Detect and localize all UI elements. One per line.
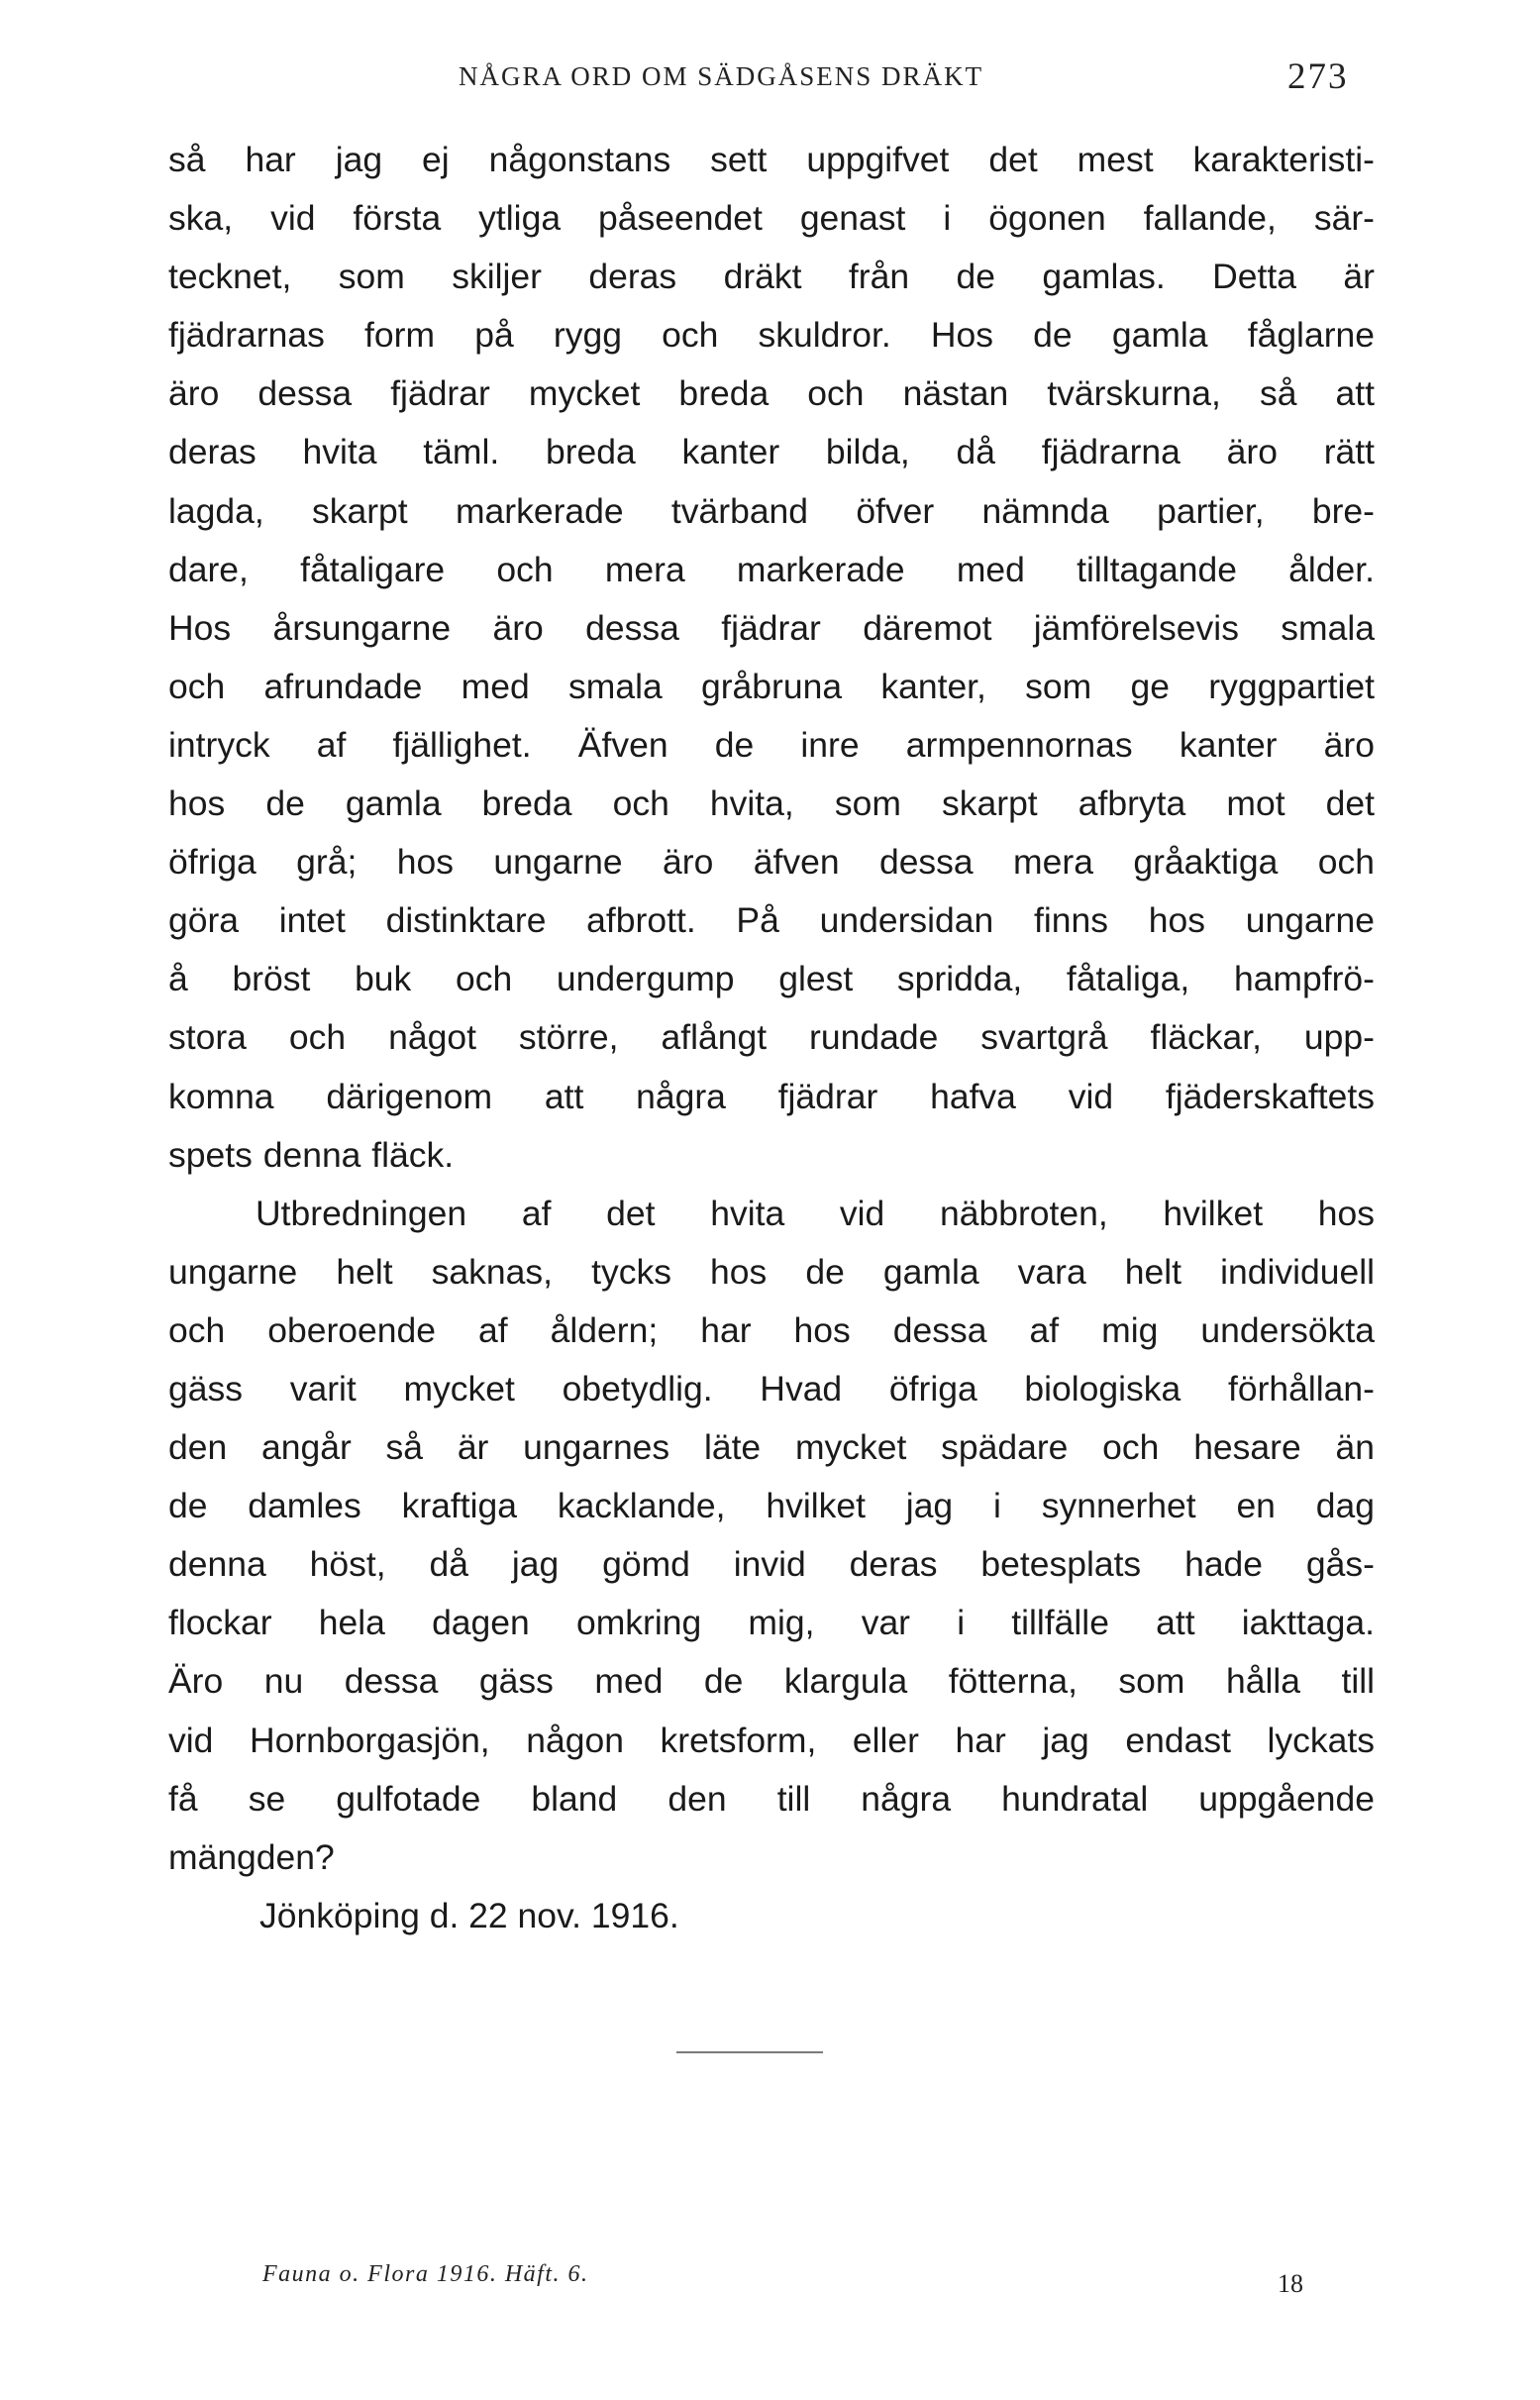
text-line: Utbredningen af det hvita vid näbbroten, hvilket hos	[256, 1193, 1375, 1233]
text-line: flockar hela dagen omkring mig, var i tillfälle att iakttaga.	[168, 1603, 1375, 1643]
running-header	[0, 55, 1540, 105]
text-line: stora och något större, aflångt rundade svartgrå fläckar, upp-	[168, 1017, 1375, 1058]
text-line: så har jag ej någonstans sett uppgifvet det mest karakteristi-	[168, 140, 1375, 179]
text-line: och afrundade med smala gråbruna kanter, som ge ryggpartiet	[168, 666, 1375, 706]
text-line: Äro nu dessa gäss med de klargula fötterna, som hålla till	[168, 1661, 1375, 1702]
text-line: komna därigenom att några fjädrar hafva vid fjäderskaftets	[168, 1076, 1375, 1116]
text-line: fjädrarnas form på rygg och skuldror. Hos de gamla fåglarne	[168, 315, 1375, 356]
text-line: vid Hornborgasjön, någon kretsform, eller har jag endast lyckats	[168, 1720, 1375, 1760]
page-number: 273	[1287, 56, 1349, 97]
text-line: intryck af fjällighet. Äfven de inre armpennornas kanter äro	[168, 724, 1375, 765]
body-text	[168, 131, 1375, 1945]
dateline-signature: Jönköping d. 22 nov. 1916.	[259, 1895, 679, 1935]
separator-rule	[676, 2051, 823, 2053]
sheet-number: 18	[1278, 2269, 1303, 2298]
text-line: och oberoende af åldern; har hos dessa af mig undersökta	[168, 1309, 1375, 1350]
text-line: ungarne helt saknas, tycks hos de gamla vara helt individuell	[168, 1251, 1375, 1292]
text-line: deras hvita täml. breda kanter bilda, då fjädrarna äro rätt	[168, 432, 1375, 472]
text-line: mängden?	[168, 1836, 335, 1877]
text-line: ska, vid första ytliga påseendet genast i ögonen fallande, sär-	[168, 198, 1375, 239]
text-line: spets denna fläck.	[168, 1134, 455, 1175]
text-line: de damles kraftiga kacklande, hvilket jag i synnerhet en dag	[168, 1486, 1375, 1526]
page-footer	[0, 2261, 1540, 2311]
text-line: lagda, skarpt markerade tvärband öfver nämnda partier, bre-	[168, 490, 1375, 531]
text-line: å bröst buk och undergump glest spridda, fåtaliga, hampfrö-	[168, 959, 1375, 999]
text-line: denna höst, då jag gömd invid deras betesplats hade gås-	[168, 1544, 1375, 1585]
journal-reference: Fauna o. Flora 1916. Häft. 6.	[262, 2261, 589, 2287]
text-line: gäss varit mycket obetydlig. Hvad öfriga biologiska förhållan-	[168, 1368, 1375, 1409]
text-line: dare, fåtaligare och mera markerade med tilltagande ålder.	[168, 549, 1375, 589]
text-line: äro dessa fjädrar mycket breda och nästan tvärskurna, så att	[168, 373, 1375, 414]
text-line: göra intet distinktare afbrott. På undersidan finns hos ungarne	[168, 900, 1375, 941]
text-line: den angår så är ungarnes läte mycket spädare och hesare än	[168, 1427, 1375, 1468]
text-line: tecknet, som skiljer deras dräkt från de gamlas. Detta är	[168, 257, 1375, 297]
text-line: hos de gamla breda och hvita, som skarpt afbryta mot det	[168, 783, 1375, 824]
text-line: öfriga grå; hos ungarne äro äfven dessa mera gråaktiga och	[168, 842, 1375, 883]
running-title: NÅGRA ORD OM SÄDGÅSENS DRÄKT	[459, 61, 984, 91]
text-line: Hos årsungarne äro dessa fjädrar däremot jämförelsevis smala	[168, 607, 1375, 648]
text-line: få se gulfotade bland den till några hundratal uppgående	[168, 1778, 1375, 1819]
